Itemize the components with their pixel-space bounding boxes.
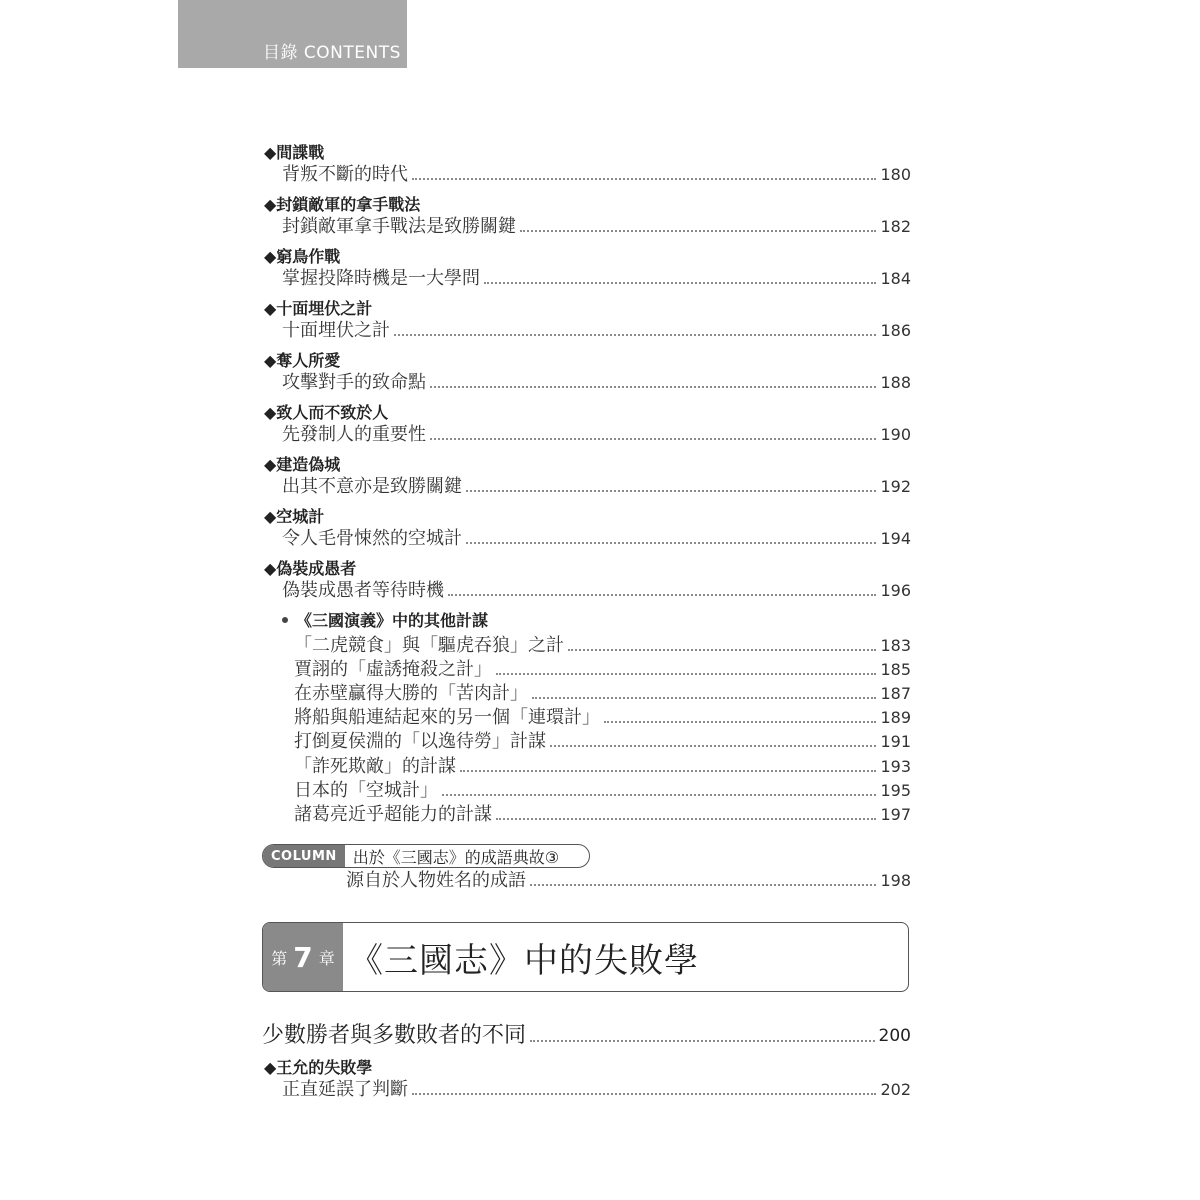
chapter-header[interactable] [262, 922, 909, 992]
page-number: 187 [880, 684, 911, 703]
leader-dots [412, 178, 876, 180]
leader-dots [550, 745, 876, 747]
entry-title: ◆王允的失敗學 [264, 1058, 373, 1077]
column-heading[interactable] [262, 844, 590, 868]
page-number: 197 [880, 805, 911, 824]
page-number: 193 [880, 757, 911, 776]
entry-subtitle: 偽裝成愚者等待時機 [282, 580, 444, 601]
entry-title: ◆封鎖敵軍的拿手戰法 [264, 195, 421, 214]
leader-dots [530, 884, 876, 886]
page-number: 182 [880, 217, 911, 236]
list-item[interactable] [294, 682, 911, 706]
entry-title: ◆窮鳥作戰 [264, 247, 341, 266]
column-subtitle: 源自於人物姓名的成語 [346, 870, 526, 891]
toc-entry[interactable] [264, 507, 911, 551]
list-item-text: 將船與船連結起來的另一個「連環計」 [294, 707, 600, 728]
contents-header-tab [178, 0, 407, 68]
list-item-text: 「詐死欺敵」的計謀 [294, 756, 456, 777]
list-item-text: 「二虎競食」與「驅虎吞狼」之計 [294, 635, 564, 656]
page-number: 195 [880, 781, 911, 800]
list-item[interactable] [294, 779, 911, 803]
list-item[interactable] [294, 803, 911, 827]
page-number: 183 [880, 636, 911, 655]
entry-subtitle: 封鎖敵軍拿手戰法是致勝關鍵 [282, 216, 516, 237]
page-number: 185 [880, 660, 911, 679]
entry-subtitle: 正直延誤了判斷 [282, 1079, 408, 1100]
entry-subtitle: 先發制人的重要性 [282, 424, 426, 445]
list-item[interactable] [294, 706, 911, 730]
entry-subtitle: 攻擊對手的致命點 [282, 372, 426, 393]
entry-title: ◆偽裝成愚者 [264, 559, 357, 578]
leader-dots [442, 794, 876, 796]
leader-dots [568, 649, 876, 651]
chapter-prefix: 第 [271, 948, 288, 968]
entry-subtitle: 十面埋伏之計 [282, 320, 390, 341]
list-item-text: 打倒夏侯淵的「以逸待勞」計謀 [294, 731, 546, 752]
entry-subtitle: 掌握投降時機是一大學問 [282, 268, 480, 289]
leader-dots [520, 230, 876, 232]
list-item[interactable] [294, 755, 911, 779]
leader-dots [496, 818, 876, 820]
list-item-text: 諸葛亮近乎超能力的計謀 [294, 804, 492, 825]
entry-subtitle: 令人毛骨悚然的空城計 [282, 528, 462, 549]
toc-entry[interactable] [264, 1058, 911, 1102]
toc-entry[interactable] [264, 351, 911, 395]
toc-entry[interactable] [264, 559, 911, 603]
list-item[interactable] [294, 658, 911, 682]
leader-dots [430, 438, 876, 440]
leader-dots [484, 282, 876, 284]
leader-dots [430, 386, 876, 388]
toc-entry[interactable] [264, 247, 911, 291]
page-number: 196 [880, 581, 911, 600]
entry-title: ◆空城計 [264, 507, 325, 526]
column-entry[interactable] [346, 869, 911, 893]
leader-dots [532, 697, 876, 699]
entry-title: ◆十面埋伏之計 [264, 299, 373, 318]
page-number: 189 [880, 708, 911, 727]
column-title: 出於《三國志》的成語典故③ [352, 847, 560, 867]
chapter-number: 7 [293, 940, 313, 974]
page-number: 194 [880, 529, 911, 548]
entry-subtitle: 出其不意亦是致勝關鍵 [282, 476, 462, 497]
page-number: 198 [880, 871, 911, 890]
leader-dots [604, 721, 876, 723]
chapter-title: 《三國志》中的失敗學 [349, 940, 699, 981]
entry-subtitle: 背叛不斷的時代 [282, 164, 408, 185]
page-number: 202 [880, 1080, 911, 1099]
list-item-text: 日本的「空城計」 [294, 780, 438, 801]
entry-title: ◆間諜戰 [264, 143, 325, 162]
toc-entry[interactable] [264, 299, 911, 343]
toc-entry[interactable] [264, 195, 911, 239]
page-number: 191 [880, 732, 911, 751]
other-plots-heading [282, 608, 488, 631]
page-number: 200 [878, 1026, 911, 1046]
page-number: 190 [880, 425, 911, 444]
leader-dots [530, 1040, 875, 1042]
list-item-text: 賈詡的「虛誘掩殺之計」 [294, 659, 492, 680]
page-number: 184 [880, 269, 911, 288]
bullet-icon [282, 617, 288, 623]
chapter-intro-entry[interactable] [262, 1022, 911, 1050]
leader-dots [466, 542, 876, 544]
toc-entry[interactable] [264, 455, 911, 499]
list-item[interactable] [294, 634, 911, 658]
other-plots-heading-text: 《三國演義》中的其他計謀 [296, 611, 489, 630]
chapter-number-label [263, 923, 343, 991]
chapter-suffix: 章 [318, 948, 335, 968]
toc-entry[interactable] [264, 403, 911, 447]
list-item-text: 在赤壁贏得大勝的「苦肉計」 [294, 683, 528, 704]
page-number: 192 [880, 477, 911, 496]
leader-dots [466, 490, 876, 492]
entry-title: ◆致人而不致於人 [264, 403, 389, 422]
column-badge: COLUMN [263, 845, 345, 867]
contents-header-label: 目錄 CONTENTS [263, 43, 401, 63]
page-number: 180 [880, 165, 911, 184]
entry-title: ◆奪人所愛 [264, 351, 341, 370]
leader-dots [448, 594, 876, 596]
leader-dots [412, 1093, 876, 1095]
page-number: 188 [880, 373, 911, 392]
leader-dots [394, 334, 876, 336]
page-number: 186 [880, 321, 911, 340]
list-item[interactable] [294, 730, 911, 754]
entry-title: ◆建造偽城 [264, 455, 341, 474]
leader-dots [496, 673, 876, 675]
toc-entry[interactable] [264, 143, 911, 187]
chapter-intro-text: 少數勝者與多數敗者的不同 [262, 1023, 527, 1048]
leader-dots [460, 770, 876, 772]
